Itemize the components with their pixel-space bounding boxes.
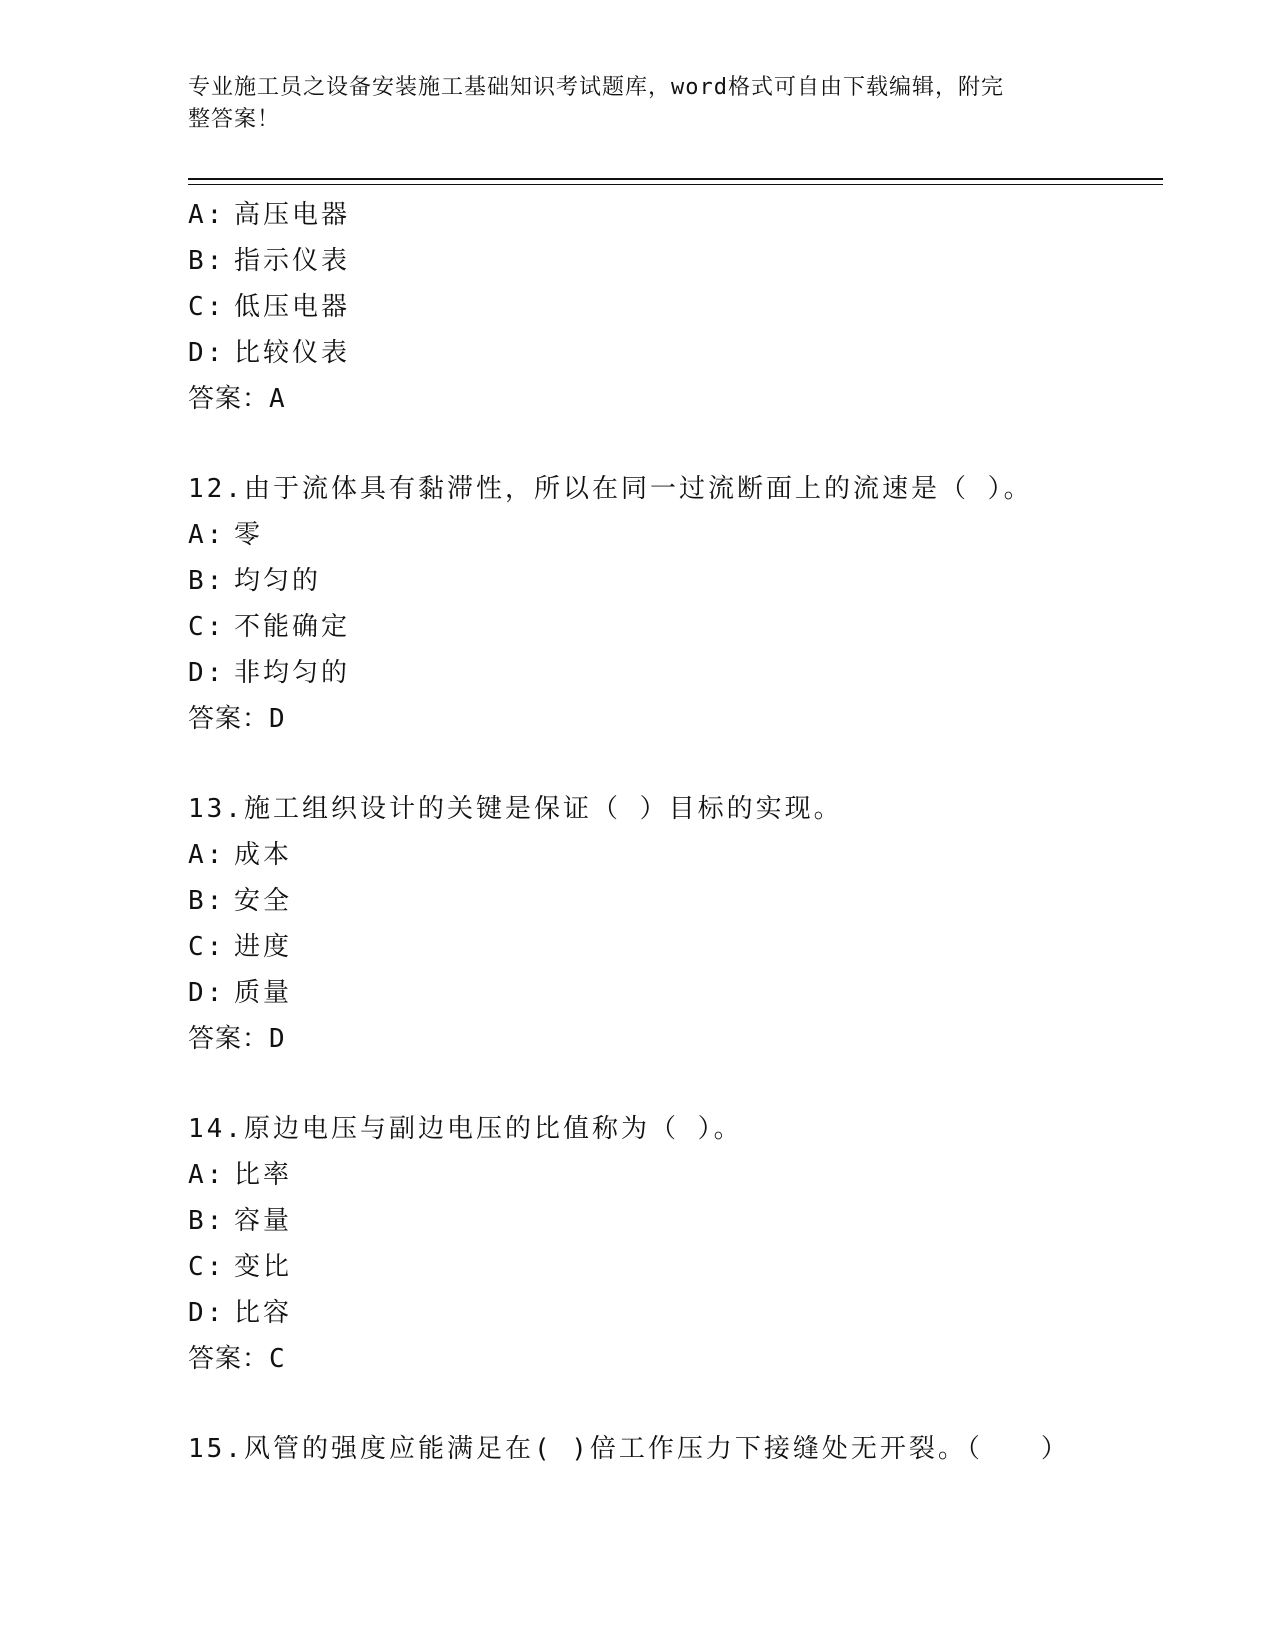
option-d: D: 比容 — [188, 1298, 293, 1328]
option-c: C: 不能确定 — [188, 612, 351, 642]
option-a: A: 零 — [188, 520, 264, 550]
question-11 — [188, 192, 1163, 422]
answer-line: 答案：C — [188, 1344, 286, 1374]
question-list — [188, 192, 1163, 1472]
option-b: B: 容量 — [188, 1206, 293, 1236]
option-c: C: 低压电器 — [188, 292, 351, 322]
answer-line: 答案：D — [188, 1024, 286, 1054]
question-14 — [188, 1106, 1163, 1382]
option-a: A: 比率 — [188, 1160, 293, 1190]
option-d: D: 非均匀的 — [188, 658, 351, 688]
option-c: C: 进度 — [188, 932, 293, 962]
option-d: D: 比较仪表 — [188, 338, 351, 368]
answer-line: 答案：A — [188, 384, 286, 414]
question-stem: 14.原边电压与副边电压的比值称为（ ）。 — [188, 1114, 743, 1144]
answer-value: C — [269, 1344, 286, 1374]
header-line-2: 整答案！ — [188, 107, 281, 132]
header-line-1: 专业施工员之设备安装施工基础知识考试题库，word格式可自由下载编辑，附完 — [188, 75, 1004, 100]
option-b: B: 指示仪表 — [188, 246, 351, 276]
answer-line: 答案：D — [188, 704, 286, 734]
answer-value: D — [269, 1024, 286, 1054]
document-header — [188, 72, 1068, 136]
option-b: B: 安全 — [188, 886, 293, 916]
question-stem: 15.风管的强度应能满足在( )倍工作压力下接缝处无开裂。（ ） — [188, 1434, 1070, 1464]
header-divider-thick — [188, 178, 1163, 180]
answer-value: D — [269, 704, 286, 734]
question-stem: 12.由于流体具有黏滞性，所以在同一过流断面上的流速是（ ）。 — [188, 474, 1033, 504]
question-stem: 13.施工组织设计的关键是保证（ ）目标的实现。 — [188, 794, 843, 824]
header-divider-thin — [188, 184, 1163, 185]
option-c: C: 变比 — [188, 1252, 293, 1282]
question-15 — [188, 1426, 1163, 1472]
option-a: A: 成本 — [188, 840, 293, 870]
option-d: D: 质量 — [188, 978, 293, 1008]
option-a: A: 高压电器 — [188, 200, 351, 230]
option-b: B: 均匀的 — [188, 566, 322, 596]
answer-value: A — [269, 384, 286, 414]
question-12 — [188, 466, 1163, 742]
question-13 — [188, 786, 1163, 1062]
